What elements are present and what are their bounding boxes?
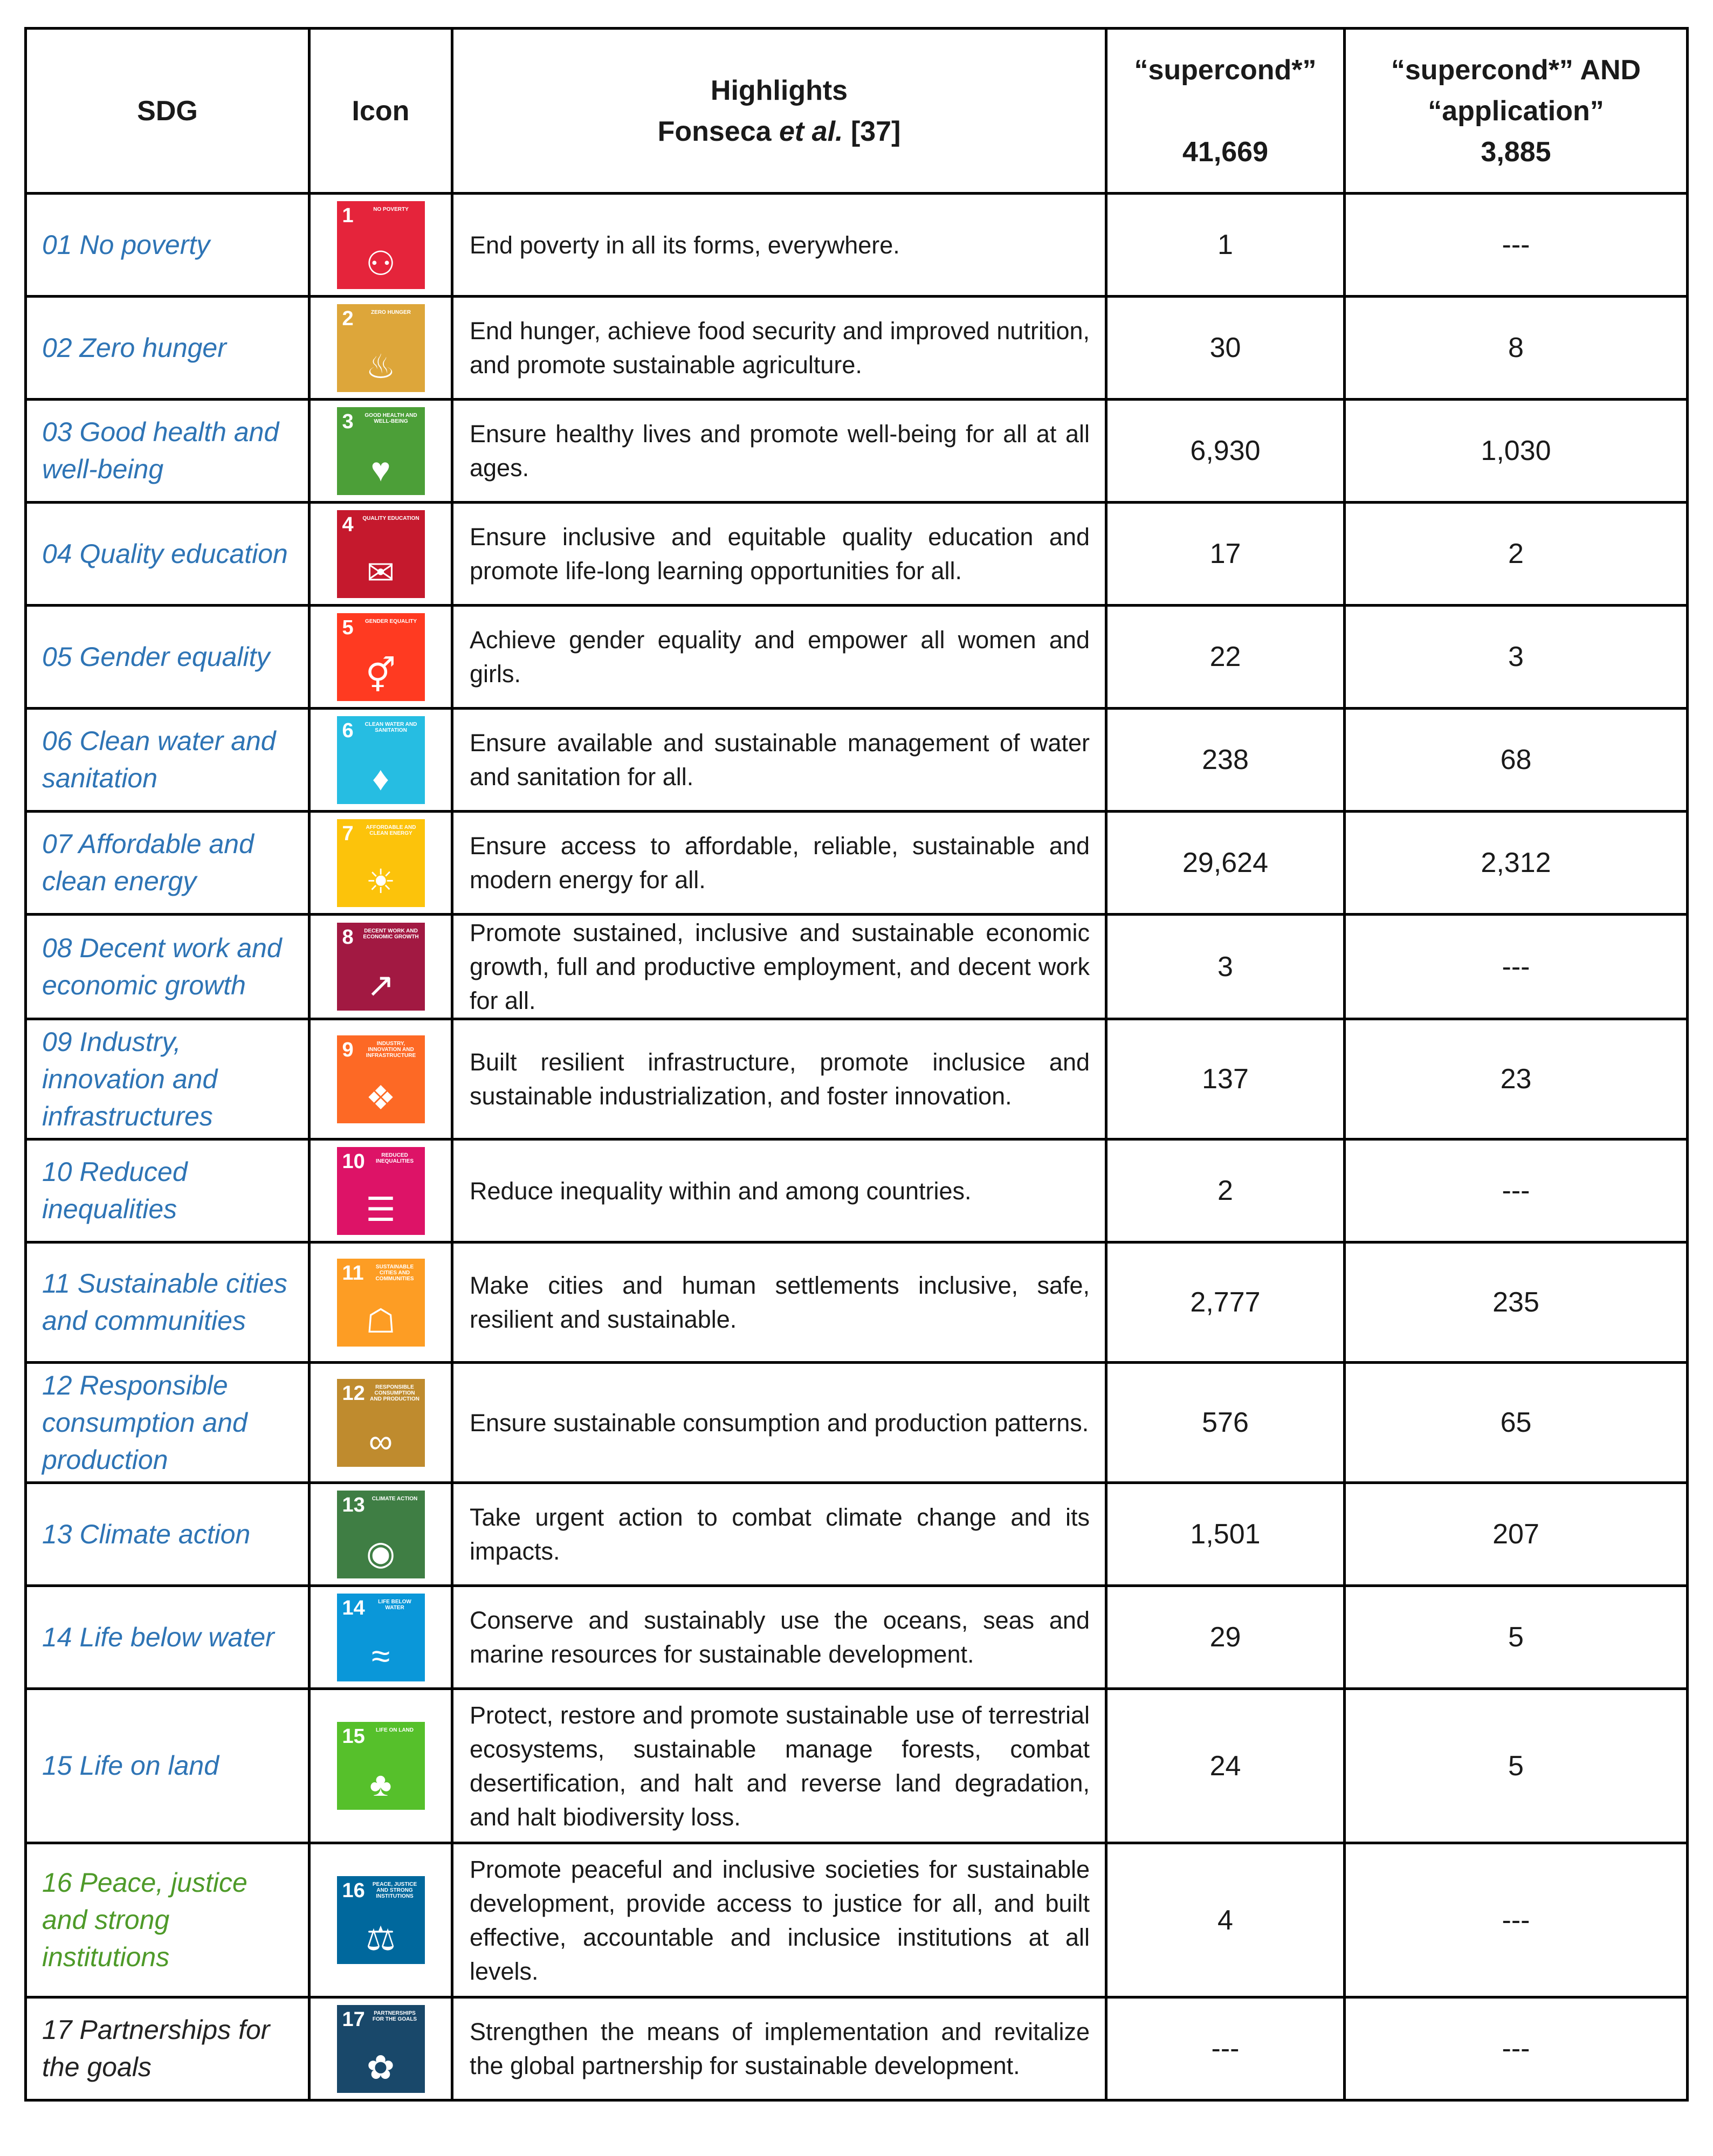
sdg-icon-cell bbox=[309, 1843, 452, 1997]
table-row bbox=[26, 606, 1688, 709]
table-row bbox=[26, 297, 1688, 400]
sdg-highlight: Promote sustained, inclusive and sustainable economic growth, full and productive employment, and decent work for all. bbox=[452, 915, 1106, 1019]
sdg-icon-caption: SUSTAINABLE CITIES AND COMMUNITIES bbox=[375, 1264, 414, 1282]
sdg-icon-number: 11 bbox=[342, 1261, 364, 1285]
supercond-count: 1,501 bbox=[1106, 1483, 1345, 1586]
sdg-highlight: Ensure sustainable consumption and production patterns. bbox=[452, 1363, 1106, 1483]
sdg-icon-glyph: ☀ bbox=[366, 863, 396, 901]
sdg-icon-number: 7 bbox=[342, 822, 354, 845]
sdg-icon-glyph: ∞ bbox=[368, 1423, 393, 1460]
sdg-table bbox=[24, 27, 1689, 2102]
sdg-icon-cell bbox=[309, 1139, 452, 1242]
application-count: 5 bbox=[1345, 1689, 1688, 1843]
sdg-icon-glyph: ☰ bbox=[366, 1191, 396, 1228]
application-count: 235 bbox=[1345, 1242, 1688, 1363]
sdg-highlight: Take urgent action to combat climate change and its impacts. bbox=[452, 1483, 1106, 1586]
header-sdg: SDG bbox=[26, 29, 309, 194]
sdg-highlight: Conserve and sustainably use the oceans, seas and marine resources for sustainable development. bbox=[452, 1586, 1106, 1689]
sdg-icon-glyph: ♥ bbox=[370, 451, 391, 489]
sdg-highlight: End poverty in all its forms, everywhere. bbox=[452, 194, 1106, 297]
supercond-count: 2 bbox=[1106, 1139, 1345, 1242]
partnerships-icon bbox=[337, 2005, 425, 2093]
sdg-highlight: Ensure access to affordable, reliable, sustainable and modern energy for all. bbox=[452, 812, 1106, 915]
header-application-query-1: “supercond*” AND bbox=[1391, 54, 1641, 86]
sdg-icon-caption: INDUSTRY, INNOVATION AND INFRASTRUCTURE bbox=[366, 1040, 416, 1059]
sdg-icon-cell bbox=[309, 1019, 452, 1139]
application-count: --- bbox=[1345, 915, 1688, 1019]
sdg-icon-glyph: ⚖ bbox=[366, 1920, 396, 1958]
sdg-icon-glyph: ❖ bbox=[366, 1079, 396, 1117]
header-application bbox=[1345, 29, 1688, 194]
sdg-icon-glyph: ↗ bbox=[367, 967, 395, 1004]
sdg-icon-number: 1 bbox=[342, 204, 354, 227]
sdg-name: 06 Clean water and sanitation bbox=[26, 709, 309, 812]
sdg-name: 12 Responsible consumption and production bbox=[26, 1363, 309, 1483]
header-row bbox=[26, 29, 1688, 194]
decent-work-icon bbox=[337, 923, 425, 1011]
supercond-count: 1 bbox=[1106, 194, 1345, 297]
sdg-icon-number: 17 bbox=[342, 2008, 365, 2031]
application-count: 68 bbox=[1345, 709, 1688, 812]
table-row bbox=[26, 1843, 1688, 1997]
table-row bbox=[26, 1997, 1688, 2100]
table-row bbox=[26, 915, 1688, 1019]
sdg-icon-glyph: ♣ bbox=[369, 1766, 392, 1803]
application-count: --- bbox=[1345, 1997, 1688, 2100]
sdg-name: 16 Peace, justice and strong institutions bbox=[26, 1843, 309, 1997]
application-count: 2,312 bbox=[1345, 812, 1688, 915]
sdg-icon-number: 6 bbox=[342, 719, 354, 742]
application-count: 3 bbox=[1345, 606, 1688, 709]
supercond-count: 17 bbox=[1106, 503, 1345, 606]
header-author: Fonseca bbox=[657, 115, 779, 147]
sdg-table-container bbox=[24, 27, 1689, 2102]
sdg-icon-caption: LIFE ON LAND bbox=[376, 1727, 414, 1733]
supercond-count: --- bbox=[1106, 1997, 1345, 2100]
sdg-icon-glyph: ✉ bbox=[367, 554, 395, 592]
header-highlights-title: Highlights bbox=[710, 74, 848, 106]
sdg-name: 04 Quality education bbox=[26, 503, 309, 606]
header-highlights-citation bbox=[453, 111, 1105, 152]
table-row bbox=[26, 194, 1688, 297]
sdg-icon-number: 13 bbox=[342, 1493, 365, 1516]
sdg-icon-number: 10 bbox=[342, 1150, 365, 1173]
header-ref: [37] bbox=[843, 115, 901, 147]
sdg-icon-caption: NO POVERTY bbox=[373, 206, 409, 212]
clean-water-icon bbox=[337, 716, 425, 804]
sdg-highlight: Promote peaceful and inclusive societies for sustainable development, provide access to justice for all, and built effective, accountable and inclusice institutions at all levels. bbox=[452, 1843, 1106, 1997]
sdg-icon-caption: GENDER EQUALITY bbox=[364, 618, 417, 624]
sdg-icon-cell bbox=[309, 915, 452, 1019]
table-row bbox=[26, 1242, 1688, 1363]
supercond-count: 22 bbox=[1106, 606, 1345, 709]
supercond-count: 30 bbox=[1106, 297, 1345, 400]
sdg-icon-glyph: ✿ bbox=[367, 2049, 395, 2086]
sdg-icon-number: 8 bbox=[342, 926, 354, 949]
sdg-icon-cell bbox=[309, 812, 452, 915]
sdg-icon-caption: ZERO HUNGER bbox=[371, 309, 411, 315]
zero-hunger-icon bbox=[337, 304, 425, 392]
sdg-name: 05 Gender equality bbox=[26, 606, 309, 709]
life-below-water-icon bbox=[337, 1594, 425, 1681]
application-count: 2 bbox=[1345, 503, 1688, 606]
sdg-icon-cell bbox=[309, 297, 452, 400]
sdg-icon-glyph: ≈ bbox=[371, 1637, 390, 1675]
supercond-count: 3 bbox=[1106, 915, 1345, 1019]
application-count: 8 bbox=[1345, 297, 1688, 400]
sdg-highlight: Protect, restore and promote sustainable use of terrestrial ecosystems, sustainable manage forests, combat desertification, and halt and reverse land degradation, and halt biodiversity loss. bbox=[452, 1689, 1106, 1843]
sdg-icon-cell bbox=[309, 1689, 452, 1843]
supercond-count: 238 bbox=[1106, 709, 1345, 812]
sdg-icon-number: 14 bbox=[342, 1596, 365, 1619]
header-supercond bbox=[1106, 29, 1345, 194]
sdg-highlight: Reduce inequality within and among countries. bbox=[452, 1139, 1106, 1242]
peace-justice-icon bbox=[337, 1876, 425, 1964]
supercond-count: 6,930 bbox=[1106, 400, 1345, 503]
industry-innovation-icon bbox=[337, 1035, 425, 1123]
sdg-icon-number: 16 bbox=[342, 1879, 365, 1902]
table-row bbox=[26, 709, 1688, 812]
sdg-icon-glyph: ☖ bbox=[366, 1302, 396, 1340]
header-icon: Icon bbox=[309, 29, 452, 194]
no-poverty-icon bbox=[337, 201, 425, 289]
sdg-icon-caption: LIFE BELOW WATER bbox=[378, 1598, 411, 1611]
application-count: 207 bbox=[1345, 1483, 1688, 1586]
sdg-icon-glyph: ◉ bbox=[366, 1534, 396, 1572]
sustainable-cities-icon bbox=[337, 1259, 425, 1347]
sdg-icon-cell bbox=[309, 606, 452, 709]
supercond-count: 576 bbox=[1106, 1363, 1345, 1483]
sdg-icon-cell bbox=[309, 1997, 452, 2100]
sdg-icon-glyph: ♨ bbox=[366, 348, 396, 386]
sdg-icon-caption: CLEAN WATER AND SANITATION bbox=[364, 721, 417, 733]
sdg-name: 15 Life on land bbox=[26, 1689, 309, 1843]
table-row bbox=[26, 1363, 1688, 1483]
sdg-highlight: Ensure available and sustainable management of water and sanitation for all. bbox=[452, 709, 1106, 812]
sdg-name: 11 Sustainable cities and communities bbox=[26, 1242, 309, 1363]
application-count: 23 bbox=[1345, 1019, 1688, 1139]
sdg-icon-number: 3 bbox=[342, 410, 354, 433]
sdg-highlight: End hunger, achieve food security and improved nutrition, and promote sustainable agriculture. bbox=[452, 297, 1106, 400]
table-row bbox=[26, 1139, 1688, 1242]
table-row bbox=[26, 1019, 1688, 1139]
reduced-inequalities-icon bbox=[337, 1147, 425, 1235]
responsible-consumption-icon bbox=[337, 1379, 425, 1467]
sdg-name: 14 Life below water bbox=[26, 1586, 309, 1689]
sdg-icon-cell bbox=[309, 400, 452, 503]
sdg-name: 13 Climate action bbox=[26, 1483, 309, 1586]
application-count: --- bbox=[1345, 1843, 1688, 1997]
sdg-name: 03 Good health and well-being bbox=[26, 400, 309, 503]
supercond-count: 137 bbox=[1106, 1019, 1345, 1139]
header-application-total: 3,885 bbox=[1481, 136, 1551, 168]
sdg-name: 17 Partnerships for the goals bbox=[26, 1997, 309, 2100]
sdg-name: 10 Reduced inequalities bbox=[26, 1139, 309, 1242]
sdg-highlight: Built resilient infrastructure, promote inclusice and sustainable industrialization, and foster innovation. bbox=[452, 1019, 1106, 1139]
table-row bbox=[26, 503, 1688, 606]
application-count: 65 bbox=[1345, 1363, 1688, 1483]
sdg-icon-caption: QUALITY EDUCATION bbox=[362, 515, 419, 521]
sdg-name: 02 Zero hunger bbox=[26, 297, 309, 400]
sdg-icon-number: 5 bbox=[342, 616, 354, 639]
supercond-count: 4 bbox=[1106, 1843, 1345, 1997]
sdg-icon-caption: GOOD HEALTH AND WELL-BEING bbox=[364, 412, 417, 424]
sdg-icon-cell bbox=[309, 1483, 452, 1586]
sdg-icon-cell bbox=[309, 503, 452, 606]
clean-energy-icon bbox=[337, 819, 425, 907]
sdg-icon-caption: PARTNERSHIPS FOR THE GOALS bbox=[372, 2010, 417, 2022]
sdg-icon-number: 15 bbox=[342, 1725, 365, 1748]
sdg-icon-cell bbox=[309, 1586, 452, 1689]
sdg-icon-number: 12 bbox=[342, 1382, 365, 1405]
sdg-icon-number: 2 bbox=[342, 307, 354, 330]
supercond-count: 24 bbox=[1106, 1689, 1345, 1843]
sdg-icon-caption: DECENT WORK AND ECONOMIC GROWTH bbox=[363, 928, 419, 940]
sdg-icon-cell bbox=[309, 709, 452, 812]
application-count: 5 bbox=[1345, 1586, 1688, 1689]
application-count: 1,030 bbox=[1345, 400, 1688, 503]
sdg-highlight: Ensure inclusive and equitable quality education and promote life-long learning opportunities for all. bbox=[452, 503, 1106, 606]
header-application-query-2: “application” bbox=[1428, 95, 1604, 127]
sdg-icon-caption: PEACE, JUSTICE AND STRONG INSTITUTIONS bbox=[372, 1882, 417, 1899]
table-row bbox=[26, 400, 1688, 503]
header-etal: et al. bbox=[779, 115, 843, 147]
sdg-icon-number: 9 bbox=[342, 1038, 354, 1061]
gender-equality-icon bbox=[337, 613, 425, 701]
header-supercond-query: “supercond*” bbox=[1134, 54, 1317, 86]
sdg-icon-caption: CLIMATE ACTION bbox=[372, 1495, 418, 1502]
sdg-highlight: Ensure healthy lives and promote well-being for all at all ages. bbox=[452, 400, 1106, 503]
table-row bbox=[26, 1586, 1688, 1689]
good-health-icon bbox=[337, 407, 425, 495]
application-count: --- bbox=[1345, 194, 1688, 297]
sdg-icon-cell bbox=[309, 194, 452, 297]
table-row bbox=[26, 812, 1688, 915]
sdg-highlight: Make cities and human settlements inclusive, safe, resilient and sustainable. bbox=[452, 1242, 1106, 1363]
quality-education-icon bbox=[337, 510, 425, 598]
table-body bbox=[26, 194, 1688, 2100]
life-on-land-icon bbox=[337, 1722, 425, 1810]
sdg-highlight: Achieve gender equality and empower all women and girls. bbox=[452, 606, 1106, 709]
table-row bbox=[26, 1689, 1688, 1843]
sdg-icon-number: 4 bbox=[342, 513, 354, 536]
sdg-icon-glyph: ♦ bbox=[372, 760, 389, 798]
sdg-icon-glyph: ⚥ bbox=[366, 657, 396, 695]
supercond-count: 2,777 bbox=[1106, 1242, 1345, 1363]
supercond-count: 29 bbox=[1106, 1586, 1345, 1689]
sdg-icon-cell bbox=[309, 1242, 452, 1363]
sdg-icon-caption: RESPONSIBLE CONSUMPTION AND PRODUCTION bbox=[370, 1384, 419, 1402]
sdg-highlight: Strengthen the means of implementation and revitalize the global partnership for sustainable development. bbox=[452, 1997, 1106, 2100]
sdg-name: 01 No poverty bbox=[26, 194, 309, 297]
header-supercond-total: 41,669 bbox=[1182, 136, 1269, 168]
climate-action-icon bbox=[337, 1491, 425, 1578]
application-count: --- bbox=[1345, 1139, 1688, 1242]
sdg-icon-glyph: ⚇ bbox=[366, 245, 396, 283]
sdg-icon-cell bbox=[309, 1363, 452, 1483]
sdg-icon-caption: REDUCED INEQUALITIES bbox=[375, 1152, 414, 1164]
table-row bbox=[26, 1483, 1688, 1586]
sdg-name: 08 Decent work and economic growth bbox=[26, 915, 309, 1019]
sdg-icon-caption: AFFORDABLE AND CLEAN ENERGY bbox=[366, 824, 416, 836]
sdg-name: 07 Affordable and clean energy bbox=[26, 812, 309, 915]
sdg-name: 09 Industry, innovation and infrastructures bbox=[26, 1019, 309, 1139]
header-highlights bbox=[452, 29, 1106, 194]
supercond-count: 29,624 bbox=[1106, 812, 1345, 915]
